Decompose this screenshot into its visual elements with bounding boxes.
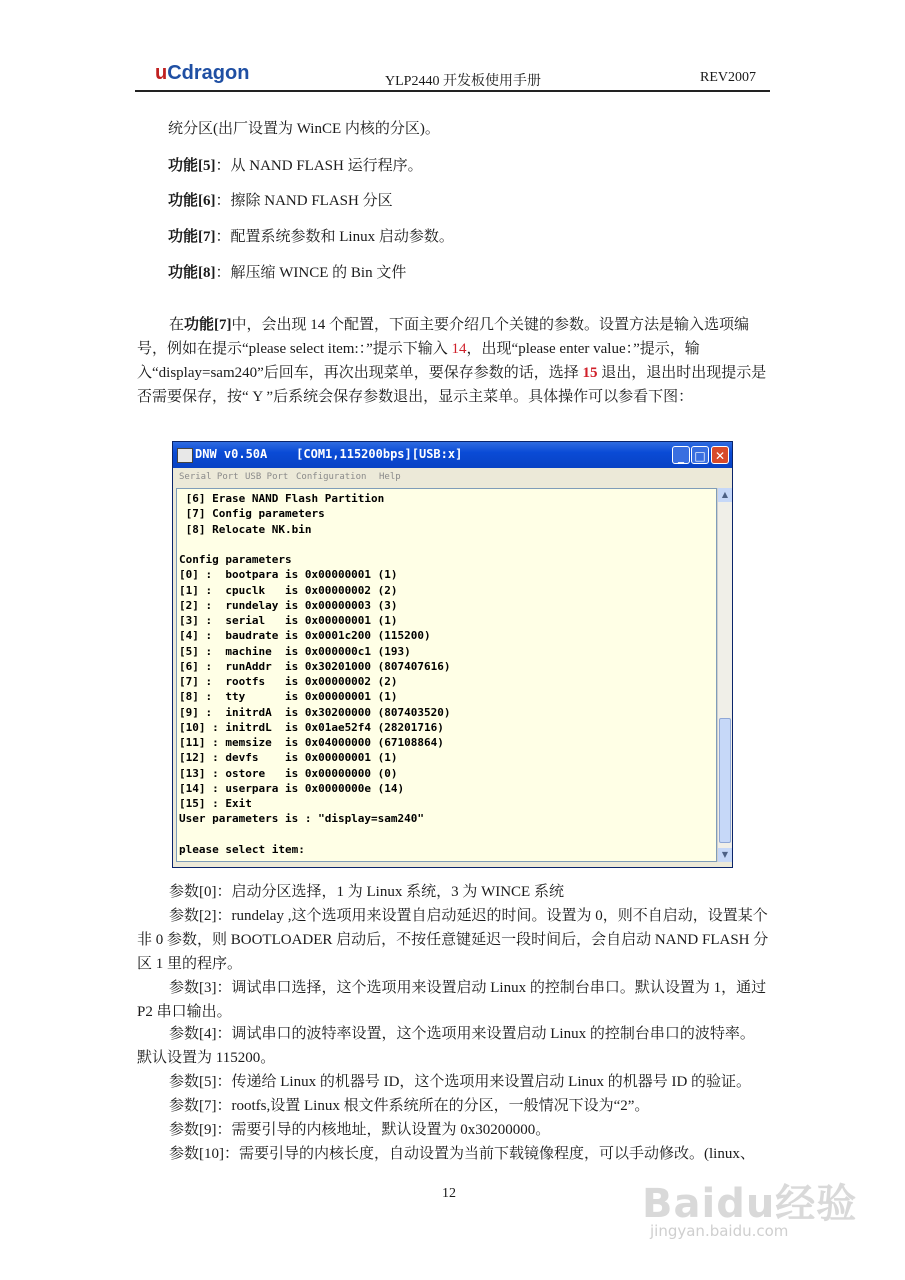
function-6: 功能[6]：擦除 NAND FLASH 分区 <box>168 193 393 209</box>
minimize-icon[interactable]: _ <box>672 446 690 464</box>
paragraph-partition-note: 统分区(出厂设置为 WinCE 内核的分区)。 <box>168 121 440 137</box>
scroll-thumb[interactable] <box>719 718 731 843</box>
dnw-app-icon <box>177 448 193 463</box>
header-revision: REV2007 <box>700 70 756 85</box>
param-0: 参数[0]：启动分区选择，1 为 Linux 系统，3 为 WINCE 系统 <box>169 884 564 900</box>
item-number-14: 14 <box>451 341 467 357</box>
close-icon[interactable]: ✕ <box>711 446 729 464</box>
paragraph-config-intro: 在功能[7]中，会出现 14 个配置，下面主要介绍几个关键的参数。设置方法是输入选项编号，例如在提示“please select item:：”提示下输入 14，出现“please enter value：”提示，输入“display=sam240”后回车，再次出现菜单，要保存参数的话，选择 15 退出，退出时出现提示是否需要保存，按“ Y ”后系统会保存参数退出，显示主菜单。具体操作可以参看下图： <box>137 317 767 405</box>
scroll-down-icon[interactable]: ▼ <box>718 848 732 862</box>
item-number-15: 15 <box>582 365 598 381</box>
console-text: [6] Erase NAND Flash Partition [7] Config parameters [8] Relocate NK.bin Config parameters [0] : bootpara is 0x00000001 (1) [1] : cpuclk is 0x00000002 (2) [2] : rundelay is 0x00000003 (3) [3] : serial is 0x00000001 (1) [4] : baudrate is 0x0001c200 (115200) [5] : machine is 0x000000c1 (193) [6] : runAddr is 0x30201000 (807407616) [7] : rootfs is 0x00000002 (2) [8] : tty is 0x00000001 (1) [9] : initrdA is 0x30200000 (807403520) [10] : initrdL is 0x01ae52f4 (28201716) [11] : memsize is 0x04000000 (67108864) [12] : devfs is 0x00000001 (1) [13] : ostore is 0x00000000 (0) [14] : userpara is 0x0000000e (14) [15] : Exit User parameters is : "display=sam240" please select item: <box>179 492 451 856</box>
page-number: 12 <box>442 1186 456 1201</box>
param-2: 参数[2]：rundelay ,这个选项用来设置自启动延迟的时间。设置为 0，则不自启动，设置某个非 0 参数，则 BOOTLOADER 启动后，不按任意键延迟一段时间后，会自启动 NAND FLASH 分区 1 里的程序。 <box>137 908 769 972</box>
ucdragon-logo: uCdragon <box>155 62 250 84</box>
menu-usb-port[interactable]: USB Port <box>245 472 289 482</box>
function-7: 功能[7]：配置系统参数和 Linux 启动参数。 <box>168 229 454 245</box>
param-10: 参数[10]：需要引导的内核长度，自动设置为当前下载镜像程度，可以手动修改。(linux、 <box>169 1146 755 1162</box>
menu-configuration[interactable]: Configuration <box>296 472 367 482</box>
param-4: 参数[4]：调试串口的波特率设置，这个选项用来设置启动 Linux 的控制台串口的波特率。默认设置为 115200。 <box>137 1026 755 1066</box>
header-title: YLP2440 开发板使用手册 <box>385 74 541 89</box>
baidu-watermark-url: jingyan.baidu.com <box>650 1222 789 1240</box>
param-7: 参数[7]：rootfs,设置 Linux 根文件系统所在的分区，一般情况下设为“2”。 <box>169 1098 650 1114</box>
menu-bar <box>173 468 732 488</box>
window-titlebar[interactable] <box>173 442 732 468</box>
param-9: 参数[9]：需要引导的内核地址，默认设置为 0x30200000。 <box>169 1122 551 1138</box>
vertical-scrollbar[interactable] <box>717 488 732 862</box>
baidu-watermark-logo: Baidu经验 <box>642 1181 858 1227</box>
function-8: 功能[8]：解压缩 WINCE 的 Bin 文件 <box>168 265 407 281</box>
window-title: DNW v0.50A [COM1,115200bps][USB:x] <box>195 447 463 461</box>
function-5: 功能[5]：从 NAND FLASH 运行程序。 <box>168 158 423 174</box>
menu-serial-port[interactable]: Serial Port <box>179 472 239 482</box>
page-header <box>135 62 770 92</box>
scroll-up-icon[interactable]: ▲ <box>718 488 732 502</box>
menu-help[interactable]: Help <box>379 472 401 482</box>
console-output[interactable] <box>176 488 717 862</box>
maximize-icon[interactable]: □ <box>691 446 709 464</box>
dnw-window-screenshot <box>172 441 733 868</box>
param-3: 参数[3]：调试串口选择，这个选项用来设置启动 Linux 的控制台串口。默认设置为 1，通过 P2 串口输出。 <box>137 980 767 1020</box>
param-5: 参数[5]：传递给 Linux 的机器号 ID，这个选项用来设置启动 Linux 的机器号 ID 的验证。 <box>169 1074 752 1090</box>
